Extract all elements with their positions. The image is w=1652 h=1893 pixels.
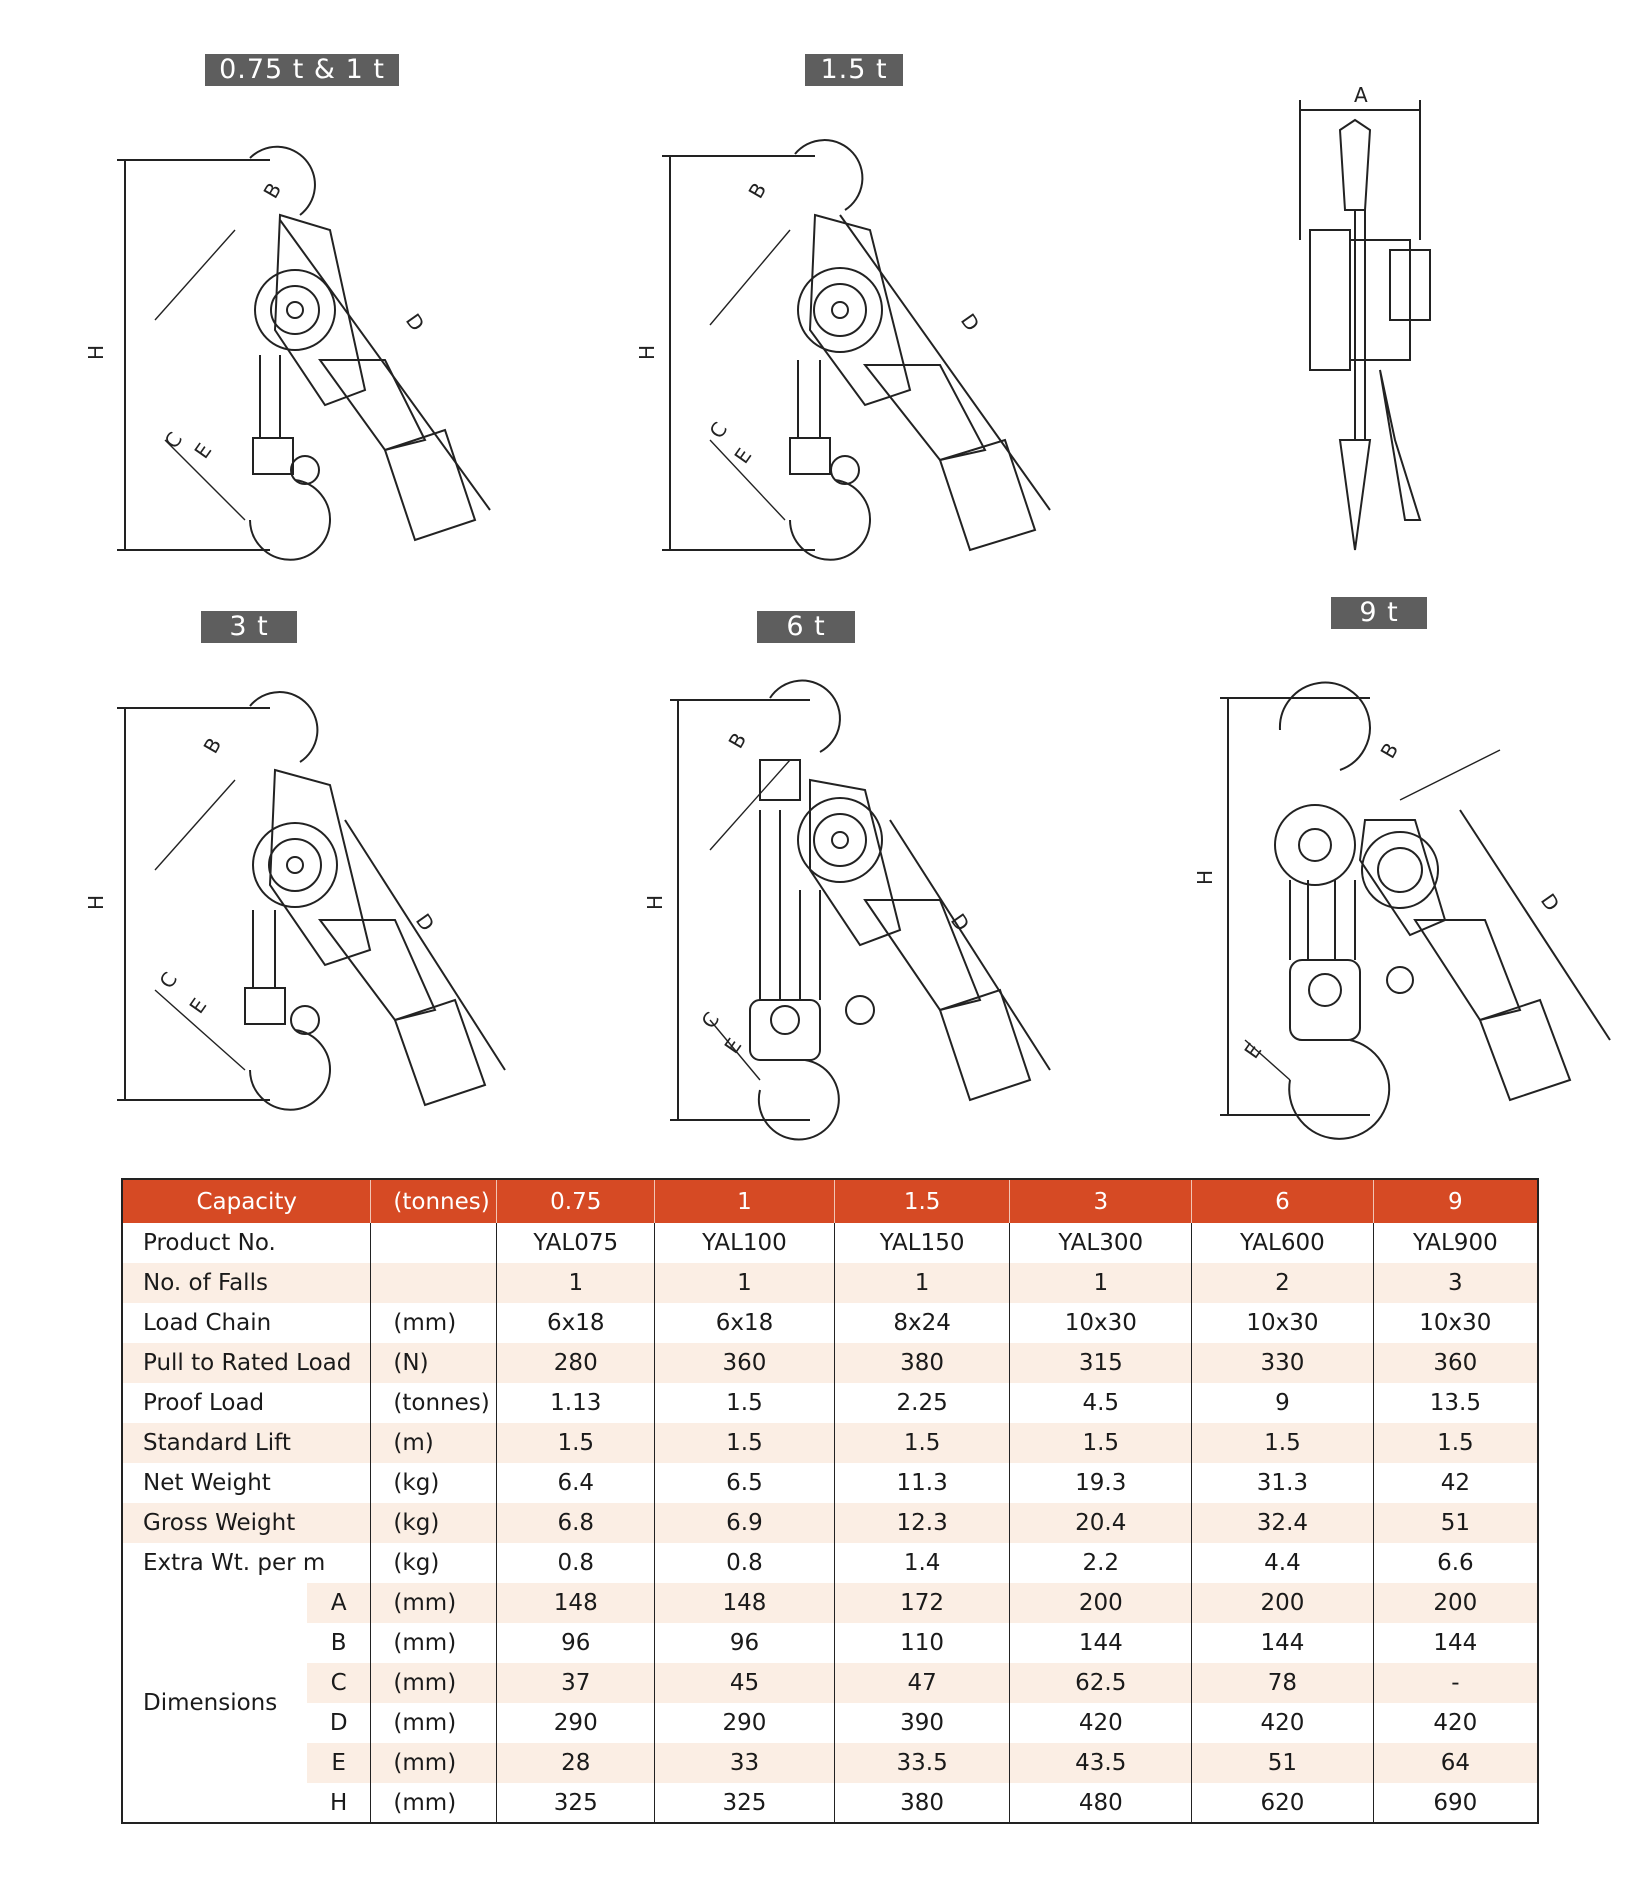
header-cap-1: 1 xyxy=(655,1179,835,1223)
row-label-dimensions: Dimensions xyxy=(122,1583,307,1823)
row-unit xyxy=(371,1263,497,1303)
row-value: 10x30 xyxy=(1010,1303,1192,1343)
row-label: Gross Weight xyxy=(122,1503,371,1543)
header-cap-4: 6 xyxy=(1192,1179,1374,1223)
badge-1-5t: 1.5 t xyxy=(805,54,903,86)
badge-9t: 9 t xyxy=(1331,597,1427,629)
row-value: 325 xyxy=(655,1783,835,1823)
row-value: 37 xyxy=(497,1663,655,1703)
svg-text:D: D xyxy=(410,909,440,936)
row-value: YAL075 xyxy=(497,1223,655,1263)
row-value: 8x24 xyxy=(834,1303,1010,1343)
row-label: Net Weight xyxy=(143,1470,271,1496)
row-value: 325 xyxy=(497,1783,655,1823)
table-row xyxy=(122,1223,1538,1263)
row-value: YAL600 xyxy=(1192,1223,1374,1263)
row-value: 42 xyxy=(1440,1470,1470,1496)
row-label: Load Chain xyxy=(143,1310,272,1336)
row-value: 1 xyxy=(497,1263,655,1303)
svg-text:D: D xyxy=(1535,889,1565,916)
row-value: 0.8 xyxy=(655,1543,835,1583)
header-unit: (tonnes) xyxy=(371,1179,497,1223)
table-row xyxy=(122,1463,1538,1503)
row-label: No. of Falls xyxy=(122,1263,371,1303)
hoist-drawing-075-1t xyxy=(84,120,495,580)
table-row xyxy=(122,1423,1538,1463)
row-value: 360 xyxy=(655,1343,835,1383)
row-value: 110 xyxy=(834,1623,1010,1663)
svg-text:A: A xyxy=(1354,83,1368,107)
table-header-row xyxy=(122,1179,1538,1223)
table-row xyxy=(122,1703,1538,1743)
row-value: 1.5 xyxy=(497,1423,655,1463)
row-value: YAL900 xyxy=(1413,1230,1498,1256)
svg-text:B: B xyxy=(723,728,752,753)
row-value: 6.4 xyxy=(497,1463,655,1503)
svg-text:E: E xyxy=(1239,1038,1267,1063)
row-value: 64 xyxy=(1373,1743,1538,1783)
row-unit: (mm) xyxy=(371,1583,497,1623)
row-label: Standard Lift xyxy=(122,1423,371,1463)
header-cap-5: 9 xyxy=(1373,1179,1538,1223)
row-value: - xyxy=(1373,1663,1538,1703)
row-value: 10x30 xyxy=(1192,1303,1374,1343)
row-value: 12.3 xyxy=(834,1503,1010,1543)
badge-6t: 6 t xyxy=(757,611,855,643)
table-row xyxy=(122,1503,1538,1543)
dimension-letter: B xyxy=(330,1630,347,1656)
svg-text:B: B xyxy=(198,733,227,758)
row-value: 420 xyxy=(1433,1710,1478,1736)
row-label: Pull to Rated Load xyxy=(122,1343,371,1383)
hoist-drawing-9t xyxy=(1193,660,1620,1150)
table-row xyxy=(122,1663,1538,1703)
row-value: 420 xyxy=(1192,1703,1374,1743)
row-value: 51 xyxy=(1192,1743,1374,1783)
table-row xyxy=(122,1343,1538,1383)
row-value: 315 xyxy=(1010,1343,1192,1383)
table-row xyxy=(122,1303,1538,1343)
svg-text:C: C xyxy=(154,967,183,993)
table-row xyxy=(122,1743,1538,1783)
hoist-drawing-side-view xyxy=(1270,80,1450,570)
row-value: 172 xyxy=(834,1583,1010,1623)
row-value: 144 xyxy=(1433,1630,1478,1656)
svg-text:E: E xyxy=(729,443,757,468)
hoist-drawing-3t xyxy=(84,670,515,1130)
svg-text:H: H xyxy=(643,894,667,910)
row-unit: (mm) xyxy=(371,1623,497,1663)
row-value: 2 xyxy=(1192,1263,1374,1303)
dimension-letter: H xyxy=(330,1789,348,1816)
row-value: 10x30 xyxy=(1419,1310,1492,1336)
table-row xyxy=(122,1263,1538,1303)
row-value: 290 xyxy=(655,1703,835,1743)
row-value: 62.5 xyxy=(1010,1663,1192,1703)
row-value: 1.5 xyxy=(1373,1423,1538,1463)
row-value: 1 xyxy=(655,1263,835,1303)
row-value: 1.5 xyxy=(1010,1423,1192,1463)
row-unit: (kg) xyxy=(371,1503,497,1543)
svg-text:B: B xyxy=(258,178,287,203)
row-value: 0.8 xyxy=(497,1543,655,1583)
table-row xyxy=(122,1543,1538,1583)
row-value: 32.4 xyxy=(1192,1503,1374,1543)
row-value: 9 xyxy=(1192,1383,1374,1423)
row-value: 11.3 xyxy=(834,1463,1010,1503)
row-value: 1.4 xyxy=(834,1543,1010,1583)
row-value: 200 xyxy=(1373,1583,1538,1623)
row-value: 45 xyxy=(655,1663,835,1703)
row-value: 78 xyxy=(1192,1663,1374,1703)
row-value: 33 xyxy=(655,1743,835,1783)
row-value: 380 xyxy=(834,1783,1010,1823)
svg-text:D: D xyxy=(400,309,430,336)
row-value: 620 xyxy=(1192,1783,1374,1823)
row-value: 43.5 xyxy=(1010,1743,1192,1783)
row-label: Product No. xyxy=(143,1230,276,1256)
row-value: 13.5 xyxy=(1429,1390,1481,1416)
row-value: 200 xyxy=(1192,1583,1374,1623)
svg-text:C: C xyxy=(704,417,733,443)
row-value: 1.5 xyxy=(1192,1423,1374,1463)
row-value: 144 xyxy=(1192,1623,1374,1663)
header-cap-0: 0.75 xyxy=(497,1179,655,1223)
row-value: 148 xyxy=(497,1583,655,1623)
row-unit: (mm) xyxy=(371,1663,497,1703)
dimension-letter: C xyxy=(307,1663,371,1703)
svg-text:H: H xyxy=(84,344,108,360)
svg-text:E: E xyxy=(184,993,212,1018)
row-value: 330 xyxy=(1192,1343,1374,1383)
row-value: 51 xyxy=(1373,1503,1538,1543)
row-value: 380 xyxy=(834,1343,1010,1383)
svg-text:H: H xyxy=(635,344,659,360)
row-value: 420 xyxy=(1010,1703,1192,1743)
row-value: 280 xyxy=(497,1343,655,1383)
row-value: 1 xyxy=(1010,1263,1192,1303)
dimension-letter: D xyxy=(329,1710,348,1736)
row-value: 4.5 xyxy=(1010,1383,1192,1423)
row-unit: (mm) xyxy=(371,1703,497,1743)
svg-text:C: C xyxy=(696,1007,725,1033)
row-unit: (kg) xyxy=(371,1543,497,1583)
row-value: 148 xyxy=(655,1583,835,1623)
row-value: 1.5 xyxy=(834,1423,1010,1463)
row-value: 2.2 xyxy=(1010,1543,1192,1583)
dimension-letter: A xyxy=(307,1583,371,1623)
svg-text:D: D xyxy=(945,909,975,936)
table-row xyxy=(122,1383,1538,1423)
table-row xyxy=(122,1783,1538,1823)
table-row xyxy=(122,1583,1538,1623)
row-value: 144 xyxy=(1010,1623,1192,1663)
svg-text:D: D xyxy=(955,309,985,336)
badge-3t: 3 t xyxy=(201,611,297,643)
row-value: 31.3 xyxy=(1192,1463,1374,1503)
row-value: 1 xyxy=(834,1263,1010,1303)
svg-text:C: C xyxy=(159,427,188,453)
row-value: YAL300 xyxy=(1010,1223,1192,1263)
row-label: Proof Load xyxy=(143,1390,265,1416)
hoist-drawing-1-5t xyxy=(635,120,1060,580)
spec-table xyxy=(121,1178,1539,1824)
row-value: 19.3 xyxy=(1010,1463,1192,1503)
row-unit: (m) xyxy=(371,1423,497,1463)
row-value: 200 xyxy=(1010,1583,1192,1623)
badge-075-1t: 0.75 t & 1 t xyxy=(205,54,399,86)
row-value: 33.5 xyxy=(834,1743,1010,1783)
row-value: 6.5 xyxy=(655,1463,835,1503)
row-unit: (N) xyxy=(371,1343,497,1383)
row-value: 480 xyxy=(1010,1783,1192,1823)
row-value: 390 xyxy=(834,1703,1010,1743)
row-value: 1.5 xyxy=(655,1423,835,1463)
row-value: 6.8 xyxy=(497,1503,655,1543)
row-value: 6.9 xyxy=(655,1503,835,1543)
svg-text:B: B xyxy=(1375,738,1404,763)
row-unit: (mm) xyxy=(371,1743,497,1783)
header-cap-2: 1.5 xyxy=(834,1179,1010,1223)
dimension-letter: E xyxy=(307,1743,371,1783)
row-value: 690 xyxy=(1433,1789,1478,1816)
svg-text:E: E xyxy=(719,1033,747,1058)
row-value: 96 xyxy=(497,1623,655,1663)
row-value: 3 xyxy=(1373,1263,1538,1303)
row-value: 96 xyxy=(655,1623,835,1663)
svg-text:H: H xyxy=(1193,869,1217,885)
row-value: 47 xyxy=(834,1663,1010,1703)
row-unit: (mm) xyxy=(371,1303,497,1343)
row-value: 6x18 xyxy=(497,1303,655,1343)
svg-text:B: B xyxy=(743,178,772,203)
row-value: 6x18 xyxy=(655,1303,835,1343)
row-value: 1.5 xyxy=(655,1383,835,1423)
table-row xyxy=(122,1623,1538,1663)
header-capacity: Capacity xyxy=(122,1179,371,1223)
row-value: 1.13 xyxy=(497,1383,655,1423)
row-value: 28 xyxy=(497,1743,655,1783)
svg-text:H: H xyxy=(84,894,108,910)
svg-text:E: E xyxy=(189,438,217,463)
row-value: 360 xyxy=(1373,1343,1538,1383)
row-value: 2.25 xyxy=(834,1383,1010,1423)
row-label: Extra Wt. per m xyxy=(143,1550,326,1576)
row-value: 20.4 xyxy=(1010,1503,1192,1543)
header-cap-3: 3 xyxy=(1010,1179,1192,1223)
row-unit: (tonnes) xyxy=(371,1383,497,1423)
row-unit xyxy=(371,1223,497,1263)
row-value: YAL100 xyxy=(655,1223,835,1263)
row-value: YAL150 xyxy=(834,1223,1010,1263)
row-value: 290 xyxy=(497,1703,655,1743)
row-unit: (kg) xyxy=(371,1463,497,1503)
row-unit: (mm) xyxy=(371,1783,497,1823)
row-value: 4.4 xyxy=(1192,1543,1374,1583)
row-value: 6.6 xyxy=(1437,1550,1474,1576)
hoist-drawing-6t xyxy=(643,670,1060,1140)
